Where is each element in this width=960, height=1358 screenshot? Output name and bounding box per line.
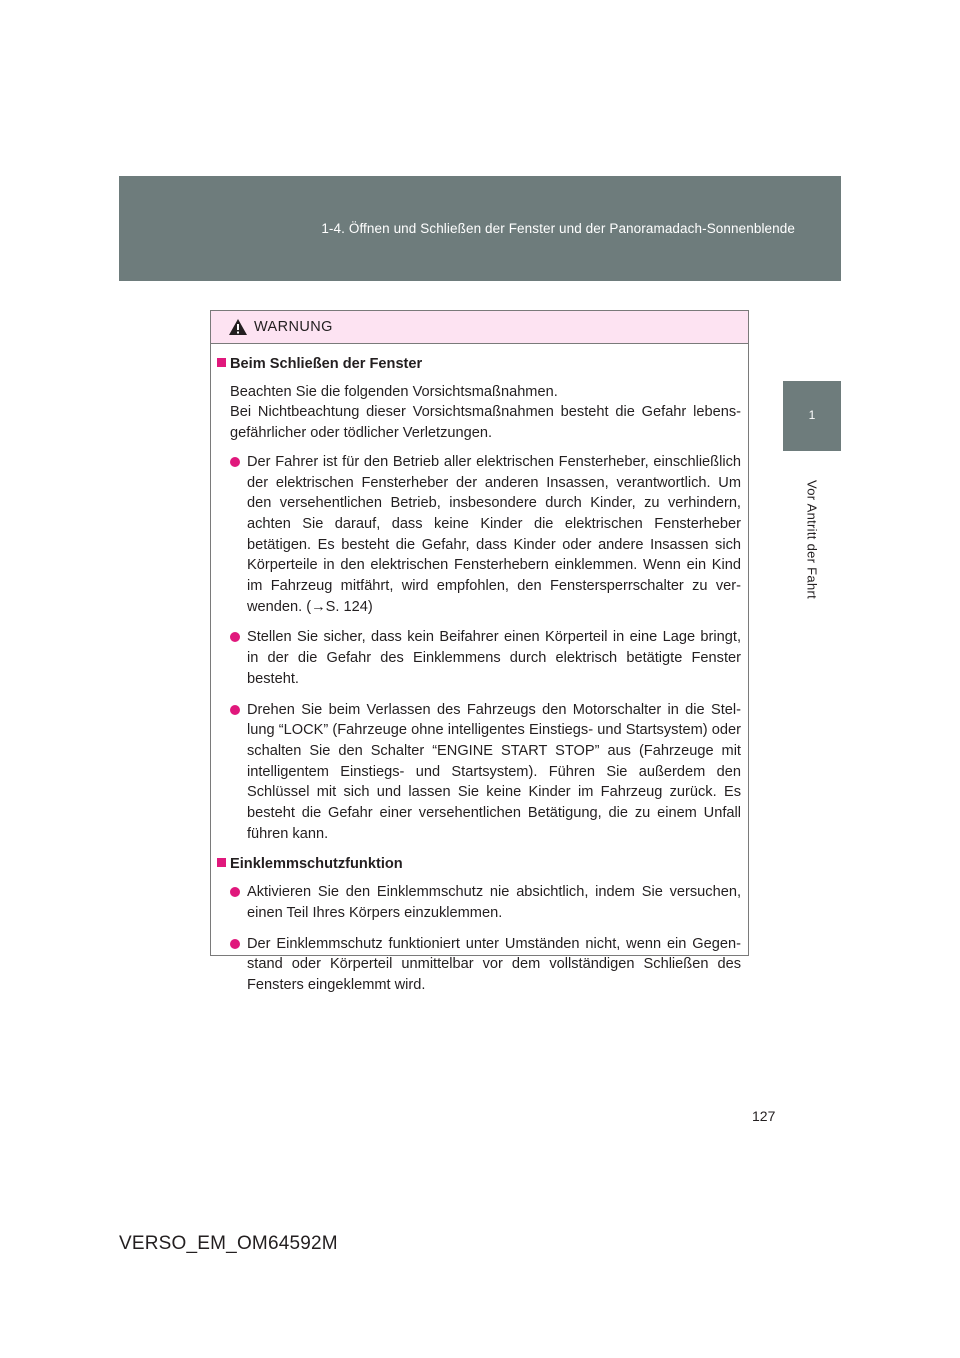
list-item-text: Drehen Sie beim Verlassen des Fahrzeugs den Motorschalter in die Stellung “LOCK” (Fahrzeuge ohne intelligentes Einstiegs- und Startsystem) oder schalten Sie den Schalter “ENGINE START STOP” aus (Fahrzeuge mit intelligentem Einstiegs- und Startsystem). Führen Sie außerdem den Schlüssel mit sich und lassen Sie keine Kinder im Fahrzeug zurück. Es besteht die Gefahr einer versehentlichen Betätigung, die zu einem Unfall führen kann. <box>247 701 741 842</box>
intro-line: Bei Nichtbeachtung dieser Vorsichtsmaßnahmen besteht die Gefahr lebensgefährlicher oder tödlicher Verletzungen. <box>230 404 741 442</box>
square-bullet-icon <box>217 858 226 867</box>
round-bullet-icon <box>230 887 240 897</box>
chapter-tab-number: 1 <box>808 408 816 422</box>
section-heading-text: Beim Schließen der Fenster <box>230 356 423 372</box>
round-bullet-icon <box>230 939 240 949</box>
list-item-text: Der Fahrer ist für den Betrieb aller elektrischen Fensterheber, einschließlich der elektrischen Fensterheber der anderen Insassen, verantwortlich. Um den versehentlichen Betrieb, insbesondere durch Kinder, zu verhindern, achten Sie darauf, dass keine Kinder die elektrischen Fensterheber betätigen. Es besteht die Gefahr, dass Kinder oder andere Insassen sich Körperteile in den elektrischen Fensterhebern einklemmen. Wenn ein Kind im Fahrzeug mitfährt, wird empfohlen, den Fenstersperrschalter zu verwenden. (→S. 124) <box>247 453 741 615</box>
chapter-tab-label: Vor Antritt der Fahrt <box>804 480 820 600</box>
warning-box <box>210 310 749 993</box>
warning-header <box>211 311 748 344</box>
warning-triangle-icon <box>228 318 248 336</box>
round-bullet-icon <box>230 457 240 467</box>
round-bullet-icon <box>230 632 240 642</box>
list-item <box>230 882 741 923</box>
list-item <box>230 934 741 996</box>
chapter-header-title: 1-4. Öffnen und Schließen der Fenster und der Panoramadach-Sonnenblende <box>321 221 795 236</box>
warning-title: WARNUNG <box>254 319 333 335</box>
document-code: VERSO_EM_OM64592M <box>119 1233 338 1254</box>
square-bullet-icon <box>217 358 226 367</box>
intro-line: Beachten Sie die folgenden Vorsichtsmaßnahmen. <box>230 383 558 400</box>
section-heading-closing-windows <box>217 354 741 375</box>
list-item-text: Stellen Sie sicher, dass kein Beifahrer einen Körperteil in eine Lage bringt, in der die Gefahr des Einklemmens durch elektrisch betätigte Fenster besteht. <box>247 629 741 687</box>
section-intro <box>230 382 741 444</box>
page-number: 127 <box>752 1108 776 1124</box>
warning-body <box>211 344 748 996</box>
section-heading-text: Einklemmschutzfunktion <box>230 856 403 873</box>
chapter-header-band <box>119 176 841 281</box>
chapter-tab <box>783 381 841 451</box>
list-item <box>230 700 741 845</box>
list-item-text: Der Einklemmschutz funktioniert unter Umständen nicht, wenn ein Gegenstand oder Körperteil unmittelbar vor dem vollständigen Schließen des Fensters eingeklemmt wird. <box>247 935 741 993</box>
list-item-text: Aktivieren Sie den Einklemmschutz nie absichtlich, indem Sie versuchen, einen Teil Ihres Körpers einzuklemmen. <box>247 884 741 921</box>
list-item <box>230 627 741 689</box>
list-item <box>230 452 741 618</box>
round-bullet-icon <box>230 705 240 715</box>
section-heading-anti-pinch <box>217 854 741 875</box>
